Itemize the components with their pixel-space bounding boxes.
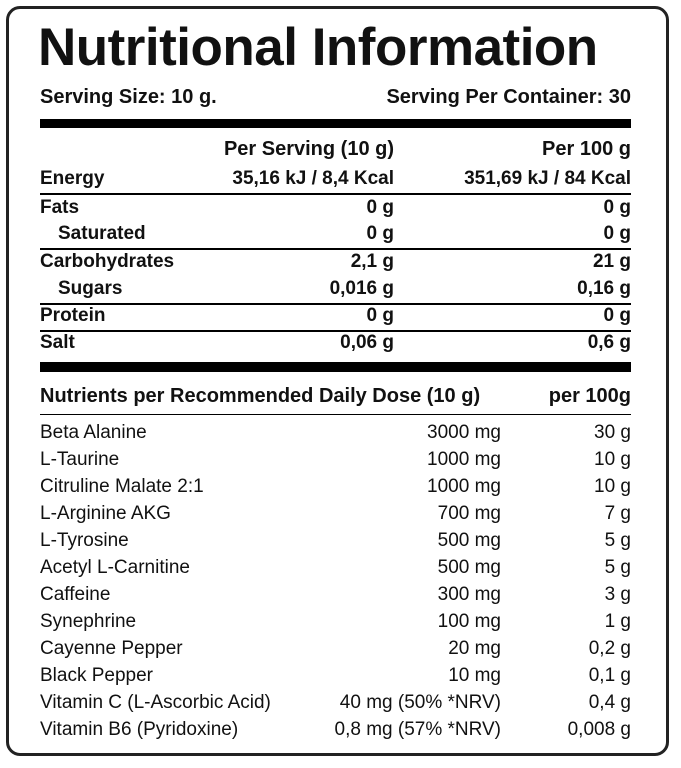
per-100-value: 3 g xyxy=(604,584,631,605)
daily-dose-value: 500 mg xyxy=(437,557,501,578)
ingredient-name: Caffeine xyxy=(40,584,111,605)
nutrient-label: Protein xyxy=(40,305,106,326)
daily-dose-value: 3000 mg xyxy=(427,422,501,443)
nutrient-label: Carbohydrates xyxy=(40,251,175,272)
ingredient-name: Beta Alanine xyxy=(40,422,147,443)
per-100-value: 10 g xyxy=(594,449,631,470)
per-100-value: 5 g xyxy=(604,557,631,578)
ingredient-name: L-Tyrosine xyxy=(40,530,129,551)
daily-dose-value: 10 mg xyxy=(448,665,501,686)
per-100-value: 21 g xyxy=(592,251,631,272)
per-100-value: 5 g xyxy=(604,530,631,551)
page-title: Nutritional Information xyxy=(38,18,598,77)
per-100-value: 30 g xyxy=(594,422,631,443)
per-serving-value: 2,1 g xyxy=(350,251,394,272)
servings-per-container: Serving Per Container: 30 xyxy=(386,86,631,108)
daily-dose-value: 700 mg xyxy=(437,503,501,524)
per-100-value: 0,008 g xyxy=(567,719,631,740)
per-serving-value: 0,016 g xyxy=(329,278,394,299)
row-divider xyxy=(40,193,631,195)
ingredient-name: L-Taurine xyxy=(40,449,120,470)
per-serving-header: Per Serving (10 g) xyxy=(223,138,394,160)
per-100-value: 0 g xyxy=(603,223,631,244)
per-serving-value: 0 g xyxy=(366,223,394,244)
section-divider xyxy=(40,362,631,372)
section-divider xyxy=(40,119,631,128)
daily-dose-value: 500 mg xyxy=(437,530,501,551)
per-100-value: 351,69 kJ / 84 Kcal xyxy=(464,168,631,189)
per-100-value: 1 g xyxy=(604,611,631,632)
per-serving-value: 35,16 kJ / 8,4 Kcal xyxy=(232,168,394,189)
per-serving-value: 0 g xyxy=(366,197,394,218)
per-100-value: 7 g xyxy=(604,503,631,524)
per-100-value: 10 g xyxy=(594,476,631,497)
ingredient-name: Vitamin B6 (Pyridoxine) xyxy=(40,719,239,740)
daily-dose-value: 100 mg xyxy=(437,611,501,632)
per-serving-value: 0,06 g xyxy=(340,332,394,353)
daily-dose-value: 1000 mg xyxy=(427,476,501,497)
per-100-value: 0 g xyxy=(603,197,631,218)
nutrients-header-label: Nutrients per Recommended Daily Dose (10 g) xyxy=(40,385,481,407)
per-100-value: 0,2 g xyxy=(588,638,631,659)
daily-dose-value: 40 mg (50% *NRV) xyxy=(339,692,501,713)
daily-dose-value: 0,8 mg (57% *NRV) xyxy=(334,719,501,740)
nutrient-label: Sugars xyxy=(58,278,123,299)
per-100-value: 0,1 g xyxy=(588,665,631,686)
ingredient-name: Cayenne Pepper xyxy=(40,638,183,659)
ingredient-name: Citruline Malate 2:1 xyxy=(40,476,204,497)
daily-dose-value: 20 mg xyxy=(448,638,501,659)
row-divider xyxy=(40,330,631,332)
per-serving-value: 0 g xyxy=(366,305,394,326)
ingredient-name: Vitamin C (L-Ascorbic Acid) xyxy=(40,692,271,713)
per-100-value: 0,4 g xyxy=(588,692,631,713)
ingredient-name: Acetyl L-Carnitine xyxy=(40,557,190,578)
per-100-header: Per 100 g xyxy=(542,138,631,160)
nutrients-header-per100: per 100g xyxy=(548,385,631,407)
nutrient-label: Salt xyxy=(40,332,75,353)
nutrient-label: Energy xyxy=(40,168,105,189)
daily-dose-value: 300 mg xyxy=(437,584,501,605)
ingredient-name: Synephrine xyxy=(40,611,137,632)
nutrient-label: Saturated xyxy=(58,223,146,244)
ingredient-name: L-Arginine AKG xyxy=(40,503,171,524)
per-100-value: 0,6 g xyxy=(587,332,631,353)
ingredient-name: Black Pepper xyxy=(40,665,154,686)
per-100-value: 0 g xyxy=(603,305,631,326)
daily-dose-value: 1000 mg xyxy=(427,449,501,470)
section-divider xyxy=(40,414,631,415)
row-divider xyxy=(40,303,631,305)
per-100-value: 0,16 g xyxy=(577,278,631,299)
serving-size: Serving Size: 10 g. xyxy=(40,86,217,108)
nutrient-label: Fats xyxy=(40,197,80,218)
